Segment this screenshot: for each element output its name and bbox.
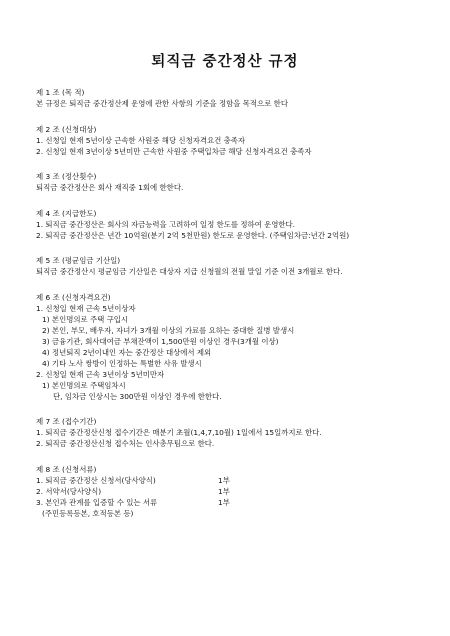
article-8 <box>36 464 436 519</box>
article-3 <box>36 171 436 193</box>
article-text: 본 규정은 퇴직금 중간정산제 운영에 관한 사항의 기준을 정함을 목적으로 한다 <box>36 99 288 108</box>
article-item: 1. 신청일 현재 5년이상 근속한 사원중 해당 신청자격요건 충족자 <box>36 135 246 145</box>
article-heading: 제 5 조 (평균임금 기산일) <box>36 256 121 265</box>
document-name: 2. 서약서(당사양식) <box>36 486 102 496</box>
article-subitem: 1) 본인명의로 주택 구입시 <box>42 314 129 324</box>
article-subitem: 2) 본인, 부모, 배우자, 자녀가 3개월 이상의 가료를 요하는 중대한 질병 발생시 <box>42 325 295 335</box>
article-proviso: 단, 임차금 인상시는 300만원 이상인 경우에 한한다. <box>53 391 222 401</box>
article-subitem: 4) 정년퇴직 2년이내인 자는 중간정산 대상에서 제외 <box>42 347 212 357</box>
article-item: 2. 신청일 현재 근속 3년이상 5년미만자 <box>36 369 165 379</box>
document-note: (주민등록등본, 호적등본 등) <box>42 508 134 518</box>
document-title: 퇴직금 중간정산 규정 <box>151 53 299 70</box>
document-count: 1부 <box>218 486 230 496</box>
article-heading: 제 4 조 (지급한도) <box>36 208 97 218</box>
document-count: 1부 <box>218 475 230 485</box>
article-heading: 제 2 조 (신청대상) <box>36 124 97 134</box>
article-item: 2. 퇴직금 중간정산은 년간 10억원(분기 2억 5천만원) 한도로 운영한다. (주택임차금:년간 2억원) <box>36 230 350 240</box>
article-1 <box>36 87 436 109</box>
article-subitem: 3) 금융기관, 회사대여금 부채잔액이 1,500만원 이상인 경우(3개월 이상) <box>42 336 279 346</box>
document-body <box>36 87 436 519</box>
article-subitem: 1) 본인명의로 주택임차시 <box>42 380 126 390</box>
article-5 <box>36 255 436 277</box>
document-list-item <box>36 486 436 497</box>
article-item: 2. 신청일 현재 3년이상 5년미만 근속한 사원중 주택입차금 해당 신청자격요건 충족자 <box>36 146 312 156</box>
document-list-item <box>36 497 436 508</box>
article-heading: 제 3 조 (정산횟수) <box>36 172 97 181</box>
article-6 <box>36 292 436 402</box>
article-2 <box>36 124 436 157</box>
article-heading: 제 7 조 (접수기간) <box>36 417 97 426</box>
article-item: 1. 퇴직금 중간정산은 회사의 자금능력을 고려하여 일정 한도를 정하여 운영한다. <box>36 219 296 229</box>
article-text: 퇴직금 중간정산시 평균임금 기산일은 대상자 지급 신청월의 전월 말일 기준 이전 3개월로 한다. <box>36 267 343 276</box>
article-heading: 제 1 조 (목 적) <box>36 88 85 97</box>
document-list-item <box>36 475 436 486</box>
document-count: 1부 <box>218 497 230 507</box>
article-subitem: 4) 기타 노사 쌍방이 인정하는 특별한 사유 발생시 <box>42 358 202 368</box>
document-name: 1. 퇴직금 중간정산 신청서(당사양식) <box>36 475 156 485</box>
article-7 <box>36 416 436 449</box>
article-item: 1. 신청일 현재 근속 5년이상자 <box>36 303 136 313</box>
article-item: 2. 퇴직금 중간정산신청 접수처는 인사총무팀으로 한다. <box>36 439 215 448</box>
document-name: 3. 본인과 관계를 입증할 수 있는 서류 <box>36 497 158 507</box>
article-heading: 제 8 조 (신청서류) <box>36 464 97 474</box>
article-item: 1. 퇴직금 중간정산신청 접수기간은 매분기 초월(1,4,7,10월) 1일에서 15일까지로 한다. <box>36 428 322 437</box>
article-4 <box>36 208 436 241</box>
article-text: 퇴직금 중간정산은 회사 재직중 1회에 한한다. <box>36 183 184 192</box>
article-heading: 제 6 조 (신청자격요건) <box>36 292 111 302</box>
